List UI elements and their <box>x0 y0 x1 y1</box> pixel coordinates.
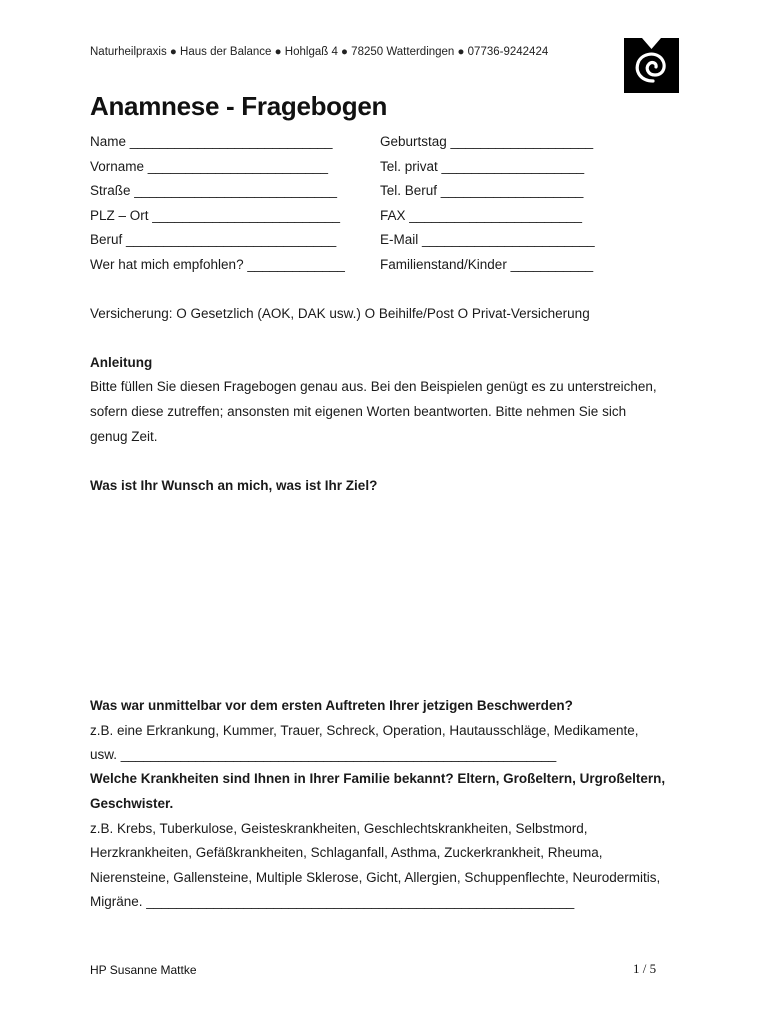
family-history-examples: Nierensteine, Gallensteine, Multiple Sklerose, Gicht, Allergien, Schuppenflechte, Neurodermitis, <box>90 870 661 885</box>
instructions-line: sofern diese zutreffen; ansonsten mit eigenen Worten beantworten. Bitte nehmen Sie sich <box>90 404 627 419</box>
tel-privat-field[interactable]: Tel. privat ___________________ <box>380 159 585 174</box>
page-title: Anamnese - Fragebogen <box>90 91 388 121</box>
family-history-examples: Herzkrankheiten, Gefäßkrankheiten, Schlaganfall, Asthma, Zuckerkrankheit, Rheuma, <box>90 845 603 860</box>
question-goal: Was ist Ihr Wunsch an mich, was ist Ihr Ziel? <box>90 478 378 493</box>
page-number: 1 / 5 <box>633 961 657 976</box>
footer-author: HP Susanne Mattke <box>90 963 197 977</box>
question-onset-answer[interactable]: usw. __________________________________________________________ <box>90 747 557 762</box>
instructions-line: genug Zeit. <box>90 429 158 444</box>
instructions-heading: Anleitung <box>90 355 153 370</box>
beruf-field[interactable]: Beruf ____________________________ <box>90 232 337 247</box>
name-field[interactable]: Name ___________________________ <box>90 134 333 149</box>
family-history-examples: z.B. Krebs, Tuberkulose, Geisteskrankheiten, Geschlechtskrankheiten, Selbstmord, <box>90 821 588 836</box>
family-history-answer[interactable]: Migräne. _________________________________________________________ <box>90 894 575 909</box>
instructions-line: Bitte füllen Sie diesen Fragebogen genau aus. Bei den Beispielen genügt es zu unterstreichen, <box>90 379 657 394</box>
spiral-logo-icon <box>624 38 679 93</box>
email-field[interactable]: E-Mail _______________________ <box>380 232 595 247</box>
tel-beruf-field[interactable]: Tel. Beruf ___________________ <box>380 183 584 198</box>
question-onset: Was war unmittelbar vor dem ersten Auftreten Ihrer jetzigen Beschwerden? <box>90 698 573 713</box>
question-family-history: Welche Krankheiten sind Ihnen in Ihrer Familie bekannt? Eltern, Großeltern, Urgroßeltern, <box>90 771 666 786</box>
question-onset-examples: z.B. eine Erkrankung, Kummer, Trauer, Schreck, Operation, Hautausschläge, Medikamente, <box>90 723 639 738</box>
empfohlen-field[interactable]: Wer hat mich empfohlen? _____________ <box>90 257 345 272</box>
strasse-field[interactable]: Straße ___________________________ <box>90 183 337 198</box>
header-address: Naturheilpraxis ● Haus der Balance ● Hohlgaß 4 ● 78250 Watterdingen ● 07736-9242424 <box>90 46 549 58</box>
insurance-options[interactable]: Versicherung: O Gesetzlich (AOK, DAK usw.) O Beihilfe/Post O Privat-Versicherung <box>90 306 590 321</box>
question-family-history: Geschwister. <box>90 796 174 811</box>
fax-field[interactable]: FAX _______________________ <box>380 208 582 223</box>
geburtstag-field[interactable]: Geburtstag ___________________ <box>380 134 594 149</box>
familienstand-field[interactable]: Familienstand/Kinder ___________ <box>380 257 594 272</box>
vorname-field[interactable]: Vorname ________________________ <box>90 159 328 174</box>
plz-ort-field[interactable]: PLZ – Ort _________________________ <box>90 208 340 223</box>
